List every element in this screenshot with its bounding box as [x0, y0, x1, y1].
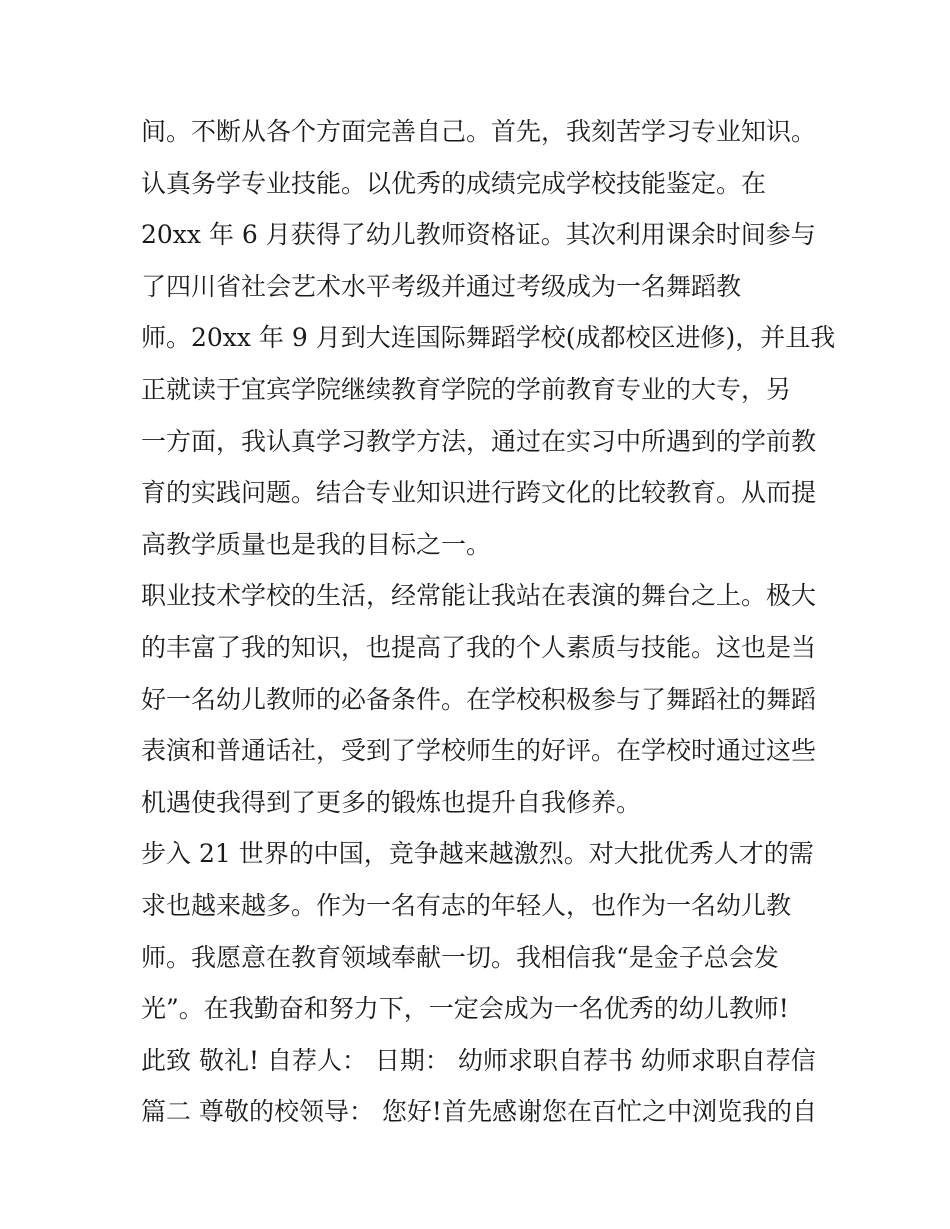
text-line: 的丰富了我的知识，也提高了我的个人素质与技能。这也是当 — [141, 632, 817, 662]
text-line: 师。20xx 年 9 月到大连国际舞蹈学校(成都校区进修)，并且我 — [141, 323, 836, 353]
text-line: 间。不断从各个方面完善自己。首先，我刻苦学习专业知识。 — [141, 117, 817, 146]
text-line: 篇二 尊敬的校领导： 您好!首先感谢您在百忙之中浏览我的自 — [141, 1097, 817, 1127]
body-text — [141, 106, 836, 1138]
text-line: 20xx 年 6 月获得了幼儿教师资格证。其次利用课余时间参与 — [141, 220, 816, 250]
text-line: 好一名幼儿教师的必备条件。在学校积极参与了舞蹈社的舞蹈 — [141, 684, 817, 714]
text-line: 职业技术学校的生活，经常能让我站在表演的舞台之上。极大 — [141, 581, 817, 611]
text-line: 光”。在我勤奋和努力下，一定会成为一名优秀的幼儿教师! — [141, 994, 789, 1024]
text-line: 步入 21 世界的中国，竞争越来越激烈。对大批优秀人才的需 — [141, 839, 814, 869]
text-line: 此致 敬礼! 自荐人： 日期： 幼师求职自荐书 幼师求职自荐信 — [141, 1045, 816, 1075]
text-line: 求也越来越多。作为一名有志的年轻人，也作为一名幼儿教 — [141, 890, 792, 920]
text-line: 机遇使我得到了更多的锻炼也提升自我修养。 — [141, 787, 642, 817]
text-line: 高教学质量也是我的目标之一。 — [141, 529, 492, 559]
text-line: 师。我愿意在教育领域奉献一切。我相信我“是金子总会发 — [141, 942, 779, 972]
text-line: 正就读于宜宾学院继续教育学院的学前教育专业的大专，另 — [141, 374, 792, 404]
text-line: 育的实践问题。结合专业知识进行跨文化的比较教育。从而提 — [141, 478, 817, 508]
text-line: 了四川省社会艺术水平考级并通过考级成为一名舞蹈教 — [141, 271, 742, 301]
text-line: 认真务学专业技能。以优秀的成绩完成学校技能鉴定。在 — [141, 168, 767, 198]
text-line: 表演和普通话社，受到了学校师生的好评。在学校时通过这些 — [141, 736, 817, 766]
text-line: 一方面，我认真学习教学方法，通过在实习中所遇到的学前教 — [141, 426, 817, 456]
